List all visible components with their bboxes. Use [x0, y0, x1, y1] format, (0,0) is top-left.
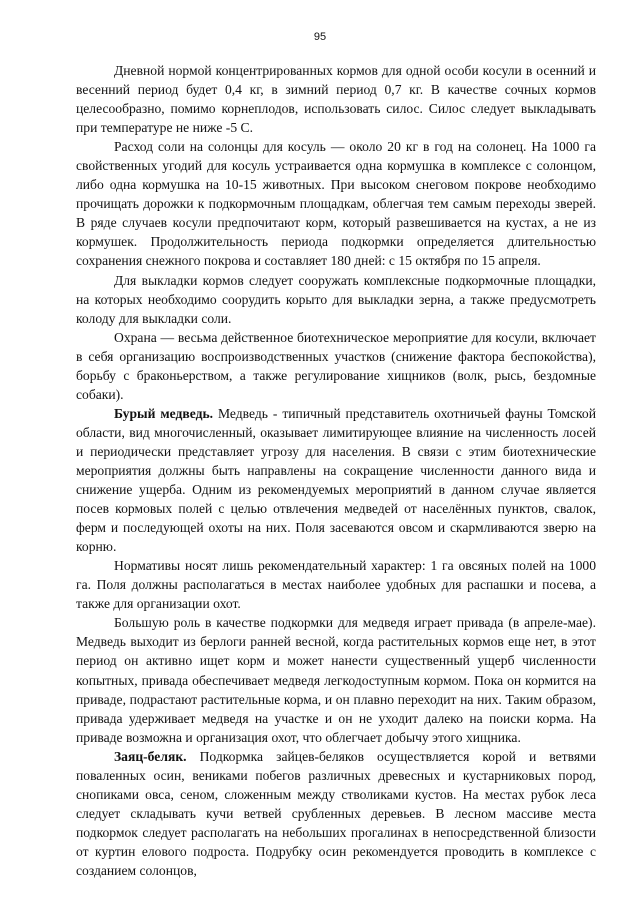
- paragraph-feeding-sites: Для выкладки кормов следует сооружать комплексные подкормочные площадки, на которых необходимо соорудить корыто для выкладки зерна, а также предусмотреть колоду для выкладки соли.: [76, 272, 596, 326]
- section-heading-hare: Заяц-беляк.: [114, 748, 187, 764]
- document-body: [76, 61, 596, 880]
- paragraph-salt-licks: Расход соли на солонцы для косуль — около 20 кг в год на солонец. На 1000 га свойственных угодий для косуль устраивается одна кормушка в комплексе с солонцом, либо одна кормушка на 10-15 животных. При высоком снеговом покрове необходимо прочищать дорожки к подкормочным площадкам, облегчая тем самым переходы зверей. В ряде случаев косули предпочитают корм, который развешивается на кустах, а не из кормушек. Продолжительность периода подкормки определяется длительностью сохранения снежного покрова и составляет 180 дней: с 15 октября по 15 апреля.: [76, 139, 596, 269]
- paragraph-feed-norms: Дневной нормой концентрированных кормов для одной особи косули в осенний и весенний период будет 0,4 кг, в зимний период 0,7 кг. В качестве сочных кормов целесообразно, помимо корнеплодов, использовать силос. Силос следует выкладывать при температуре не ниже -5 С.: [76, 63, 596, 136]
- section-heading-brown-bear: Бурый медведь.: [114, 405, 214, 421]
- paragraph-bear-bait: Большую роль в качестве подкормки для медведя играет привада (в апреле-мае). Медведь выходит из берлоги ранней весной, когда растительных кормов еще нет, в этот период он активно ищет корм и может нанести существенный ущерб численности копытных, привада обеспечивает медведя легкодоступным кормом. Пока он кормится на приваде, подрастают растительные корма, и он плавно переходит на них. Таким образом, привада удерживает медведя на участке и он не уходит далеко на поиски корма. На приваде возможна и организация охот, что облегчает добычу этого хищника.: [76, 615, 596, 745]
- paragraph-brown-bear: Бурый медведь. Медведь - типичный представитель охотничьей фауны Томской области, вид многочисленный, оказывает лимитирующее влияние на численность лосей и периодически представляет угрозу для населения. В связи с этим биотехнические мероприятия должны быть направлены на сокращение численности данного вида и снижение ущерба. Одним из рекомендуемых мероприятий в данном случае является посев кормовых полей с целью отвлечения медведей от населённых пунктов, свалок, ферм и последующей охоты на них. Поля засеваются овсом и скармливаются зверю на корню.: [76, 405, 596, 555]
- paragraph-bear-field-norms: Нормативы носят лишь рекомендательный характер: 1 га овсяных полей на 1000 га. Поля должны располагаться в местах наиболее удобных для распашки и посева, а также для организации охот.: [76, 558, 596, 612]
- paragraph-hare: Заяц-беляк. Подкормка зайцев-беляков осуществляется корой и ветвями поваленных осин, вениками побегов различных древесных и кустарниковых пород, снопиками овса, сеном, сложенным между стволиками кустов. На местах рубок леса следует складывать кучи ветвей срубленных деревьев. В лесном массиве места подкормок следует располагать на небольших прогалинах в непосредственной близости от куртин елового подроста. Подрубку осин рекомендуется проводить в комплексе с созданием солонцов,: [76, 748, 596, 878]
- page-number: 95: [313, 31, 327, 43]
- paragraph-protection: Охрана — весьма действенное биотехническое мероприятие для косули, включает в себя организацию воспроизводственных участков (снижение фактора беспокойства), борьбу с браконьерством, а также регулирование хищников (волк, рысь, бездомные собаки).: [76, 329, 596, 402]
